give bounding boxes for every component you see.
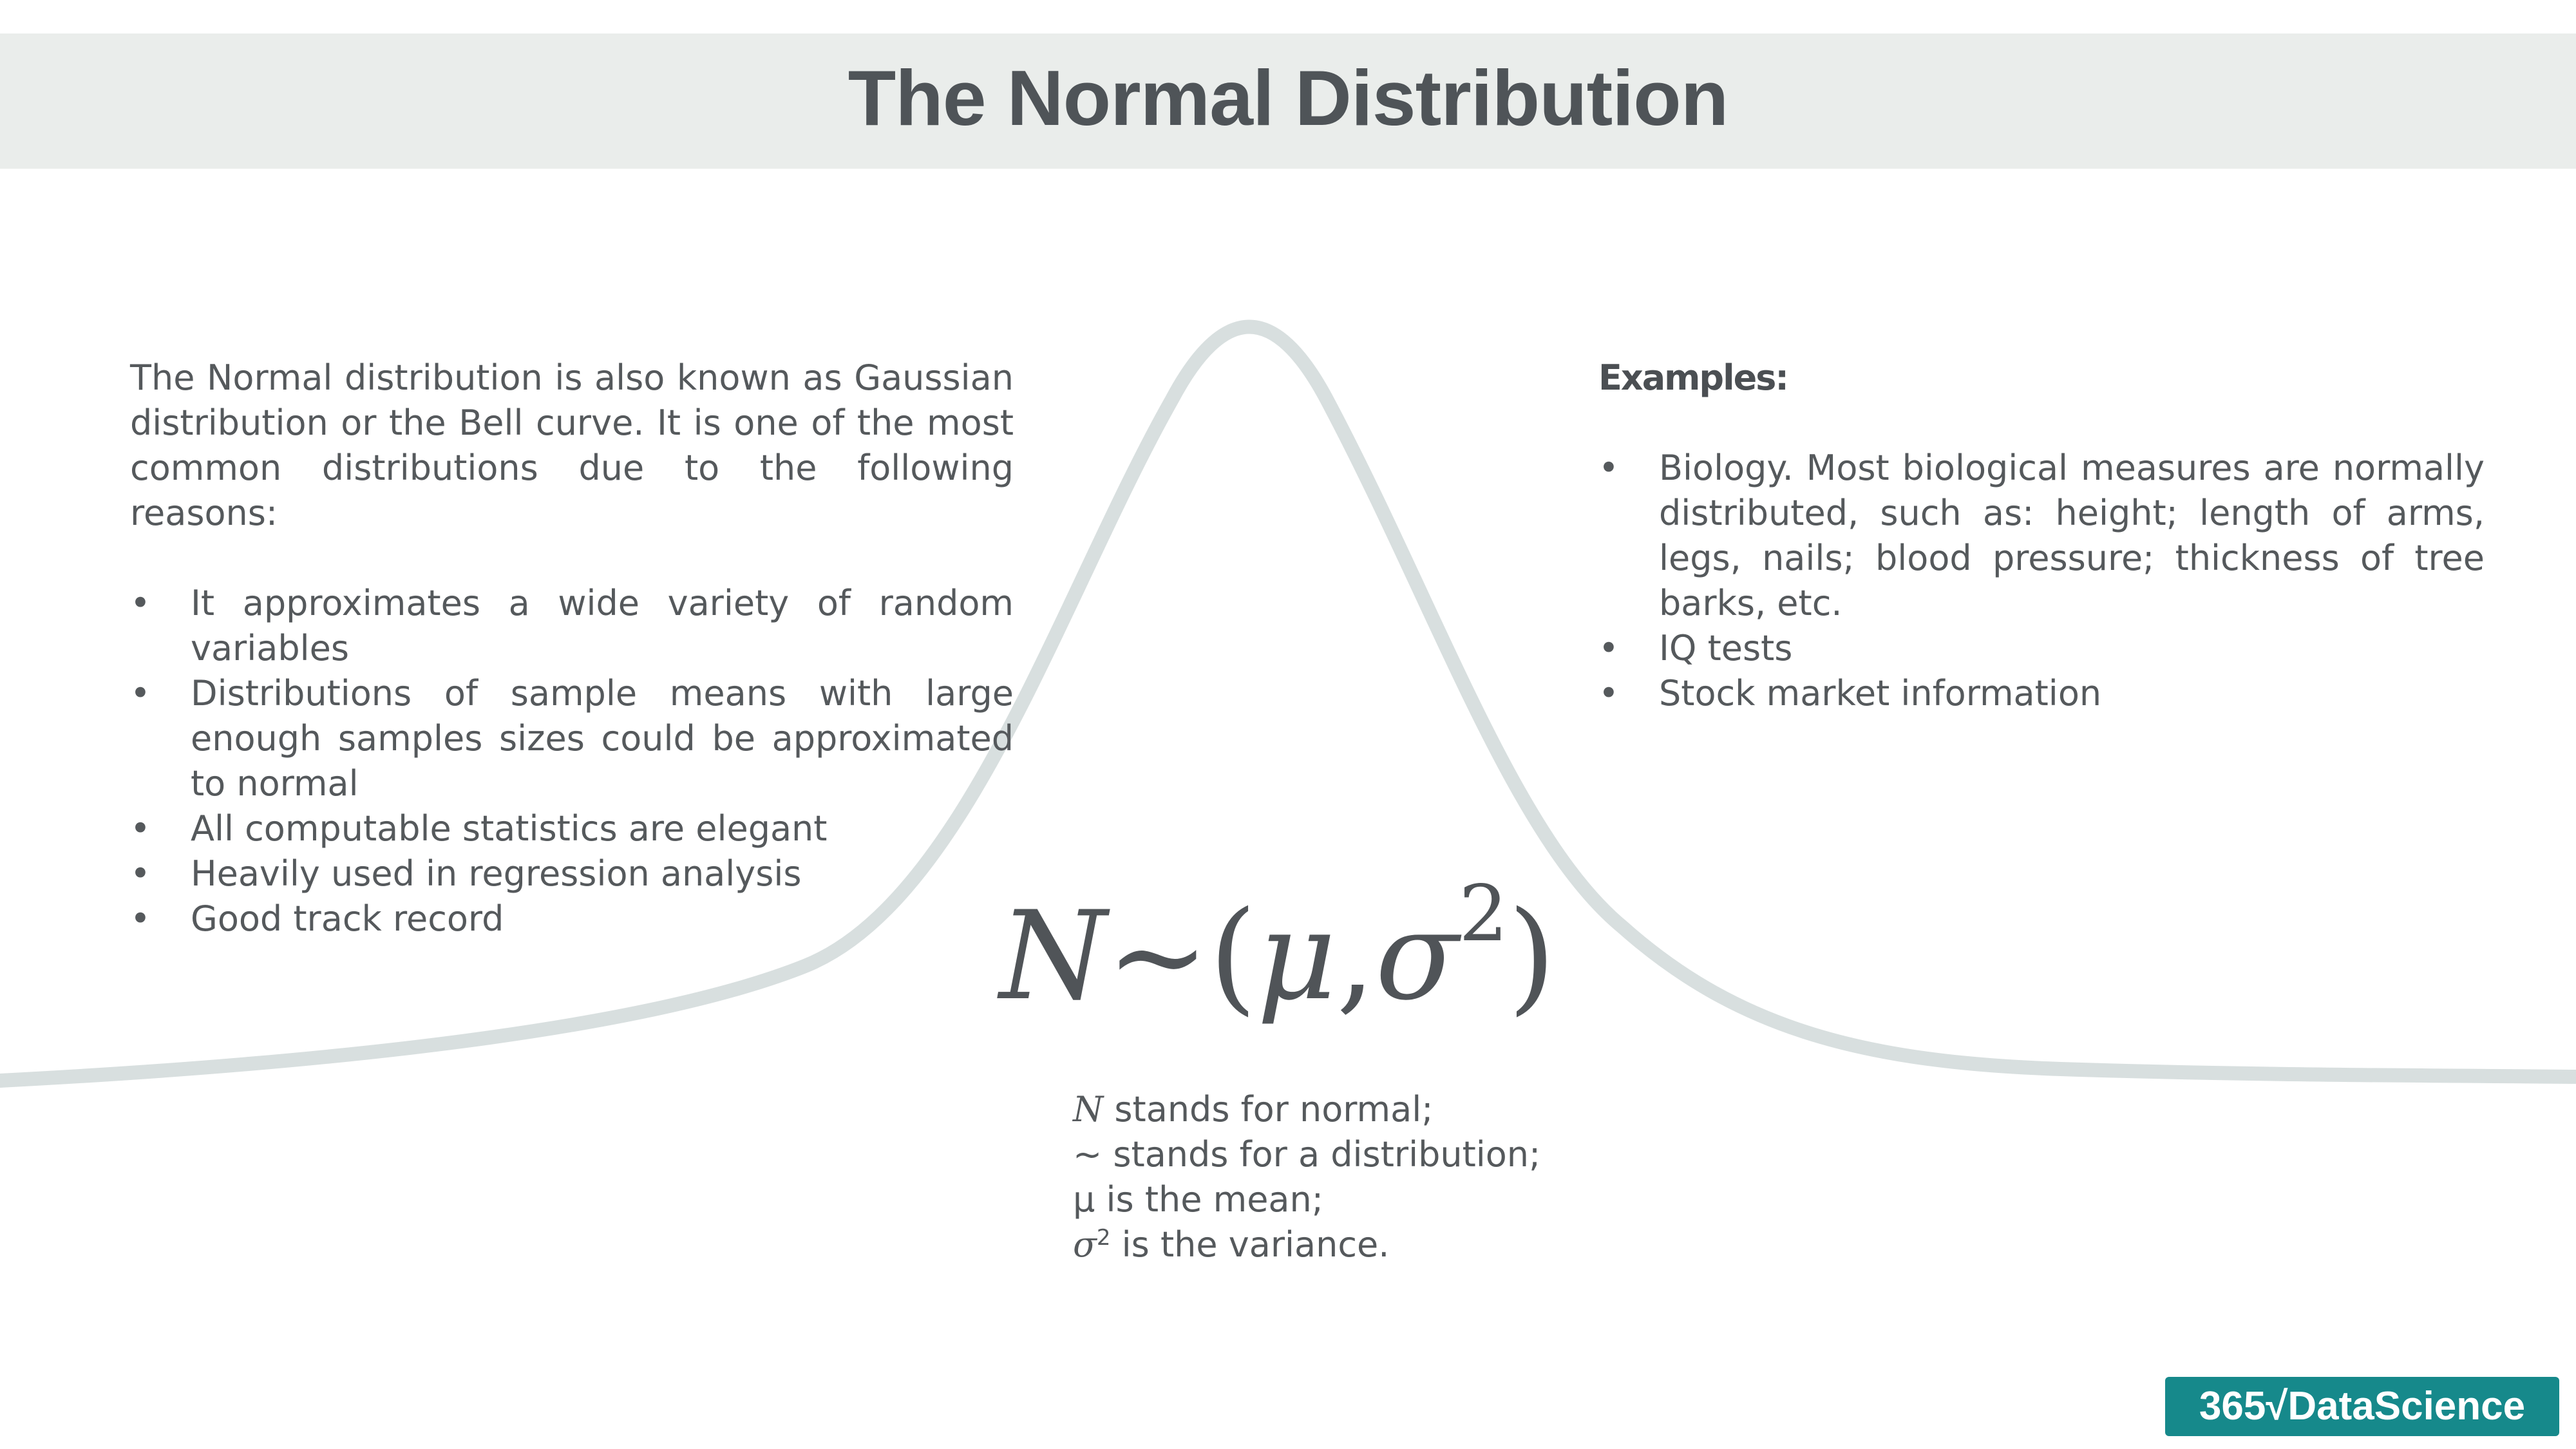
formula-n: N <box>999 885 1107 1027</box>
examples-heading: Examples: <box>1598 357 1788 398</box>
legend-sigma-symbol: σ <box>1073 1224 1097 1265</box>
list-item <box>130 806 1014 851</box>
legend-line-n <box>1073 1087 1717 1132</box>
list-item-text: Distributions of sample means with large enough samples sizes could be approximated to normal <box>191 673 1014 804</box>
list-item <box>130 671 1014 806</box>
list-item <box>1598 626 2485 671</box>
legend-sigma-text: is the variance. <box>1110 1224 1390 1265</box>
bullet-icon: • <box>130 898 151 939</box>
bullet-icon: • <box>1598 673 1619 714</box>
formula-mu: μ <box>1256 885 1337 1027</box>
list-item <box>130 581 1014 671</box>
list-item <box>130 851 1014 896</box>
legend-n-symbol: N <box>1073 1089 1104 1130</box>
bullet-icon: • <box>130 583 151 623</box>
list-item-text: All computable statistics are elegant <box>191 808 828 849</box>
formula-close-paren: ) <box>1508 885 1556 1027</box>
reasons-list <box>130 581 1014 942</box>
formula-tilde: ~ <box>1106 885 1209 1027</box>
bullet-icon: • <box>130 673 151 714</box>
formula-open-paren: ( <box>1209 885 1257 1027</box>
list-item <box>1598 446 2485 626</box>
formula-sigma: σ <box>1375 885 1459 1027</box>
bullet-icon: • <box>130 853 151 894</box>
legend-line-tilde: ~ stands for a distribution; <box>1073 1134 1541 1175</box>
list-item-text: Heavily used in regression analysis <box>191 853 802 894</box>
list-item-text: It approximates a wide variety of random variables <box>191 583 1014 668</box>
list-item-text: Biology. Most biological measures are normally distributed, such as: height; length of arms, legs, nails; blood pressure; thickness of tree barks, etc. <box>1659 448 2485 623</box>
normal-distribution-formula <box>999 869 1579 1030</box>
left-column <box>130 355 1014 942</box>
bullet-icon: • <box>1598 628 1619 668</box>
formula-comma: , <box>1336 885 1376 1027</box>
list-item-text: Stock market information <box>1659 673 2102 714</box>
legend-line-sigma <box>1073 1222 1717 1267</box>
slide-title: The Normal Distribution <box>848 54 1728 142</box>
right-column <box>1598 355 2485 716</box>
formula-legend <box>1073 1087 1717 1267</box>
legend-sigma-exponent: 2 <box>1096 1225 1111 1251</box>
intro-paragraph: The Normal distribution is also known as Gaussian distribution or the Bell curve. It is one of the most common distributions due to the following reasons: <box>130 357 1014 533</box>
bullet-icon: • <box>1598 448 1619 488</box>
list-item <box>1598 671 2485 716</box>
examples-list <box>1598 446 2485 716</box>
formula-exponent: 2 <box>1459 869 1508 959</box>
list-item <box>130 896 1014 942</box>
bullet-icon: • <box>130 808 151 849</box>
legend-n-text: stands for normal; <box>1103 1089 1434 1130</box>
list-item-text: Good track record <box>191 898 504 939</box>
list-item-text: IQ tests <box>1659 628 1793 668</box>
legend-line-mu: μ is the mean; <box>1073 1179 1323 1220</box>
brand-logo: 365√DataScience <box>2165 1377 2559 1436</box>
